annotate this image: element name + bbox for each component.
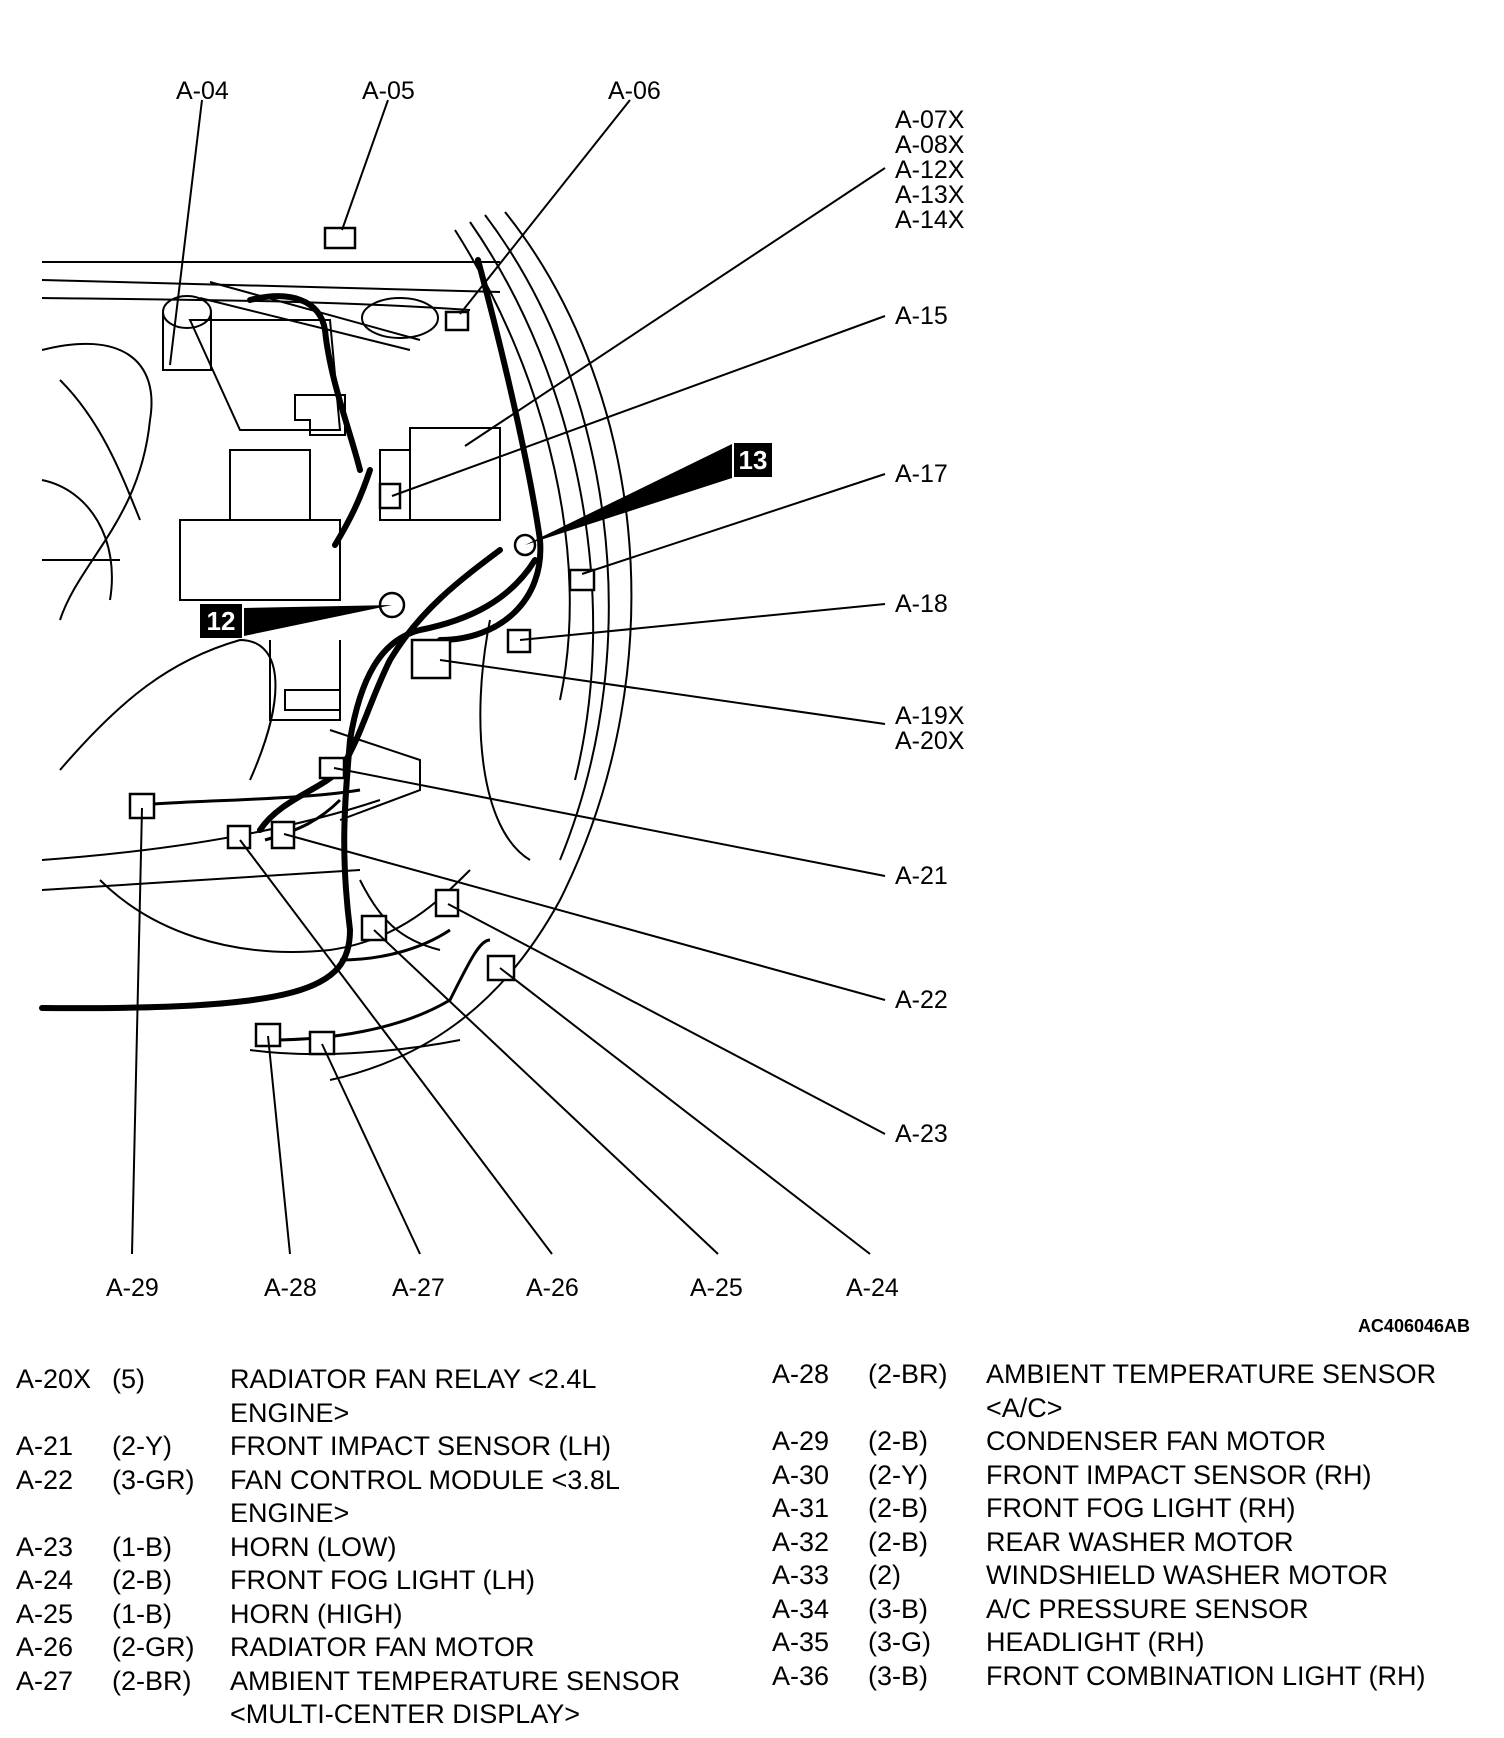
legend-desc: AMBIENT TEMPERATURE SENSOR <MULTI-CENTER DISPLAY>: [230, 1665, 681, 1729]
legend-id: A-26: [16, 1632, 74, 1662]
legend-row: [772, 1459, 1472, 1493]
label-a22: A-22: [895, 986, 948, 1014]
legend-id: A-30: [772, 1459, 830, 1490]
legend-desc: FRONT COMBINATION LIGHT (RH): [986, 1660, 1426, 1691]
legend-desc: RADIATOR FAN MOTOR: [230, 1632, 535, 1662]
legend-desc: HORN (LOW): [230, 1531, 397, 1562]
callout-12: [200, 604, 392, 638]
legend-desc: REAR WASHER MOTOR: [986, 1526, 1294, 1557]
connector-a23: [436, 890, 458, 916]
legend-desc: AMBIENT TEMPERATURE SENSOR <A/C>: [986, 1359, 1437, 1423]
legend-left: [16, 1363, 716, 1732]
label-a04: A-04: [176, 77, 229, 105]
legend-desc: FRONT IMPACT SENSOR (LH): [230, 1431, 612, 1461]
legend-row: [772, 1626, 1472, 1660]
legend-row: [772, 1358, 1472, 1425]
legend-desc: HEADLIGHT (RH): [986, 1627, 1205, 1657]
figure-id: AC406046AB: [1357, 1316, 1470, 1336]
connector-a27: [310, 1032, 334, 1054]
legend-id: A-32: [772, 1526, 830, 1557]
legend-row: [16, 1464, 716, 1531]
legend-id: A-27: [16, 1665, 74, 1696]
label-a26: A-26: [526, 1274, 579, 1302]
connector-a15: [380, 484, 400, 508]
legend-row: [16, 1363, 716, 1430]
legend-desc: CONDENSER FAN MOTOR: [986, 1426, 1327, 1456]
connector-a21: [320, 758, 344, 778]
legend-code: (2): [868, 1560, 901, 1590]
legend-desc: FRONT FOG LIGHT (RH): [986, 1493, 1296, 1523]
connector-a27-26: [228, 826, 250, 848]
legend-row: [16, 1531, 716, 1565]
legend-id: A-29: [772, 1426, 830, 1456]
callout-13: [525, 443, 772, 545]
legend-row: [16, 1564, 716, 1598]
label-a06: A-06: [608, 77, 661, 105]
connector-a26: [362, 916, 386, 940]
connector-a19x: [412, 640, 450, 678]
legend-code: (3-B): [868, 1660, 928, 1691]
legend-code: (3-G): [868, 1627, 931, 1657]
legend-right: [772, 1358, 1472, 1693]
legend-row: [16, 1665, 716, 1732]
badge-13: 13: [738, 445, 768, 475]
legend-id: A-24: [16, 1565, 74, 1595]
legend-code: (2-BR): [112, 1665, 192, 1696]
legend-desc: HORN (HIGH): [230, 1598, 403, 1629]
legend-id: A-20X: [16, 1364, 92, 1394]
legend-code: (3-B): [868, 1593, 928, 1624]
legend-desc: FRONT IMPACT SENSOR (RH): [986, 1459, 1372, 1490]
label-a25: A-25: [690, 1274, 743, 1302]
legend-id: A-25: [16, 1598, 74, 1629]
legend-desc: WINDSHIELD WASHER MOTOR: [986, 1560, 1389, 1590]
legend-code: (2-Y): [868, 1459, 928, 1490]
legend-row: [772, 1526, 1472, 1560]
label-a21: A-21: [895, 862, 948, 890]
connector-a18: [508, 630, 530, 652]
legend-code: (2-B): [868, 1526, 928, 1557]
label-a20x: A-20X: [895, 727, 965, 755]
legend-id: A-22: [16, 1464, 74, 1495]
legend-id: A-36: [772, 1660, 830, 1691]
legend-id: A-23: [16, 1531, 74, 1562]
label-a23: A-23: [895, 1120, 948, 1148]
legend-code: (2-B): [112, 1565, 172, 1595]
label-a13x: A-13X: [895, 181, 965, 209]
label-a27: A-27: [392, 1274, 445, 1302]
label-a15: A-15: [895, 302, 948, 330]
legend-row: [16, 1598, 716, 1632]
legend-code: (3-GR): [112, 1464, 195, 1495]
label-a17: A-17: [895, 460, 948, 488]
label-a14x: A-14X: [895, 206, 965, 234]
legend-row: [16, 1631, 716, 1665]
legend-row: [16, 1430, 716, 1464]
label-a28: A-28: [264, 1274, 317, 1302]
legend-row: [772, 1492, 1472, 1526]
legend-code: (2-B): [868, 1426, 928, 1456]
label-a12x: A-12X: [895, 156, 965, 184]
legend-code: (2-BR): [868, 1359, 948, 1389]
legend-row: [772, 1593, 1472, 1627]
legend-desc: FRONT FOG LIGHT (LH): [230, 1565, 536, 1595]
legend-id: A-34: [772, 1593, 830, 1624]
label-a24: A-24: [846, 1274, 899, 1302]
legend-id: A-35: [772, 1627, 830, 1657]
badge-12: 12: [206, 606, 236, 636]
legend-id: A-28: [772, 1359, 830, 1389]
legend-code: (2-Y): [112, 1431, 172, 1461]
legend-code: (2-B): [868, 1493, 928, 1523]
label-a29: A-29: [106, 1274, 159, 1302]
connector-a05: [325, 228, 355, 248]
label-a19x: A-19X: [895, 702, 965, 730]
legend-id: A-21: [16, 1431, 74, 1461]
legend-row: [772, 1660, 1472, 1694]
legend-code: (1-B): [112, 1531, 172, 1562]
legend-code: (2-GR): [112, 1632, 195, 1662]
legend-desc: RADIATOR FAN RELAY <2.4L ENGINE>: [230, 1364, 597, 1428]
connector-a06: [446, 312, 468, 330]
legend-row: [772, 1425, 1472, 1459]
legend-code: (1-B): [112, 1598, 172, 1629]
legend-id: A-33: [772, 1560, 830, 1590]
label-a07x: A-07X: [895, 106, 965, 134]
legend-desc: A/C PRESSURE SENSOR: [986, 1593, 1309, 1624]
legend-row: [772, 1559, 1472, 1593]
legend-code: (5): [112, 1364, 145, 1394]
legend-id: A-31: [772, 1493, 830, 1523]
label-a05: A-05: [362, 77, 415, 105]
label-a08x: A-08X: [895, 131, 965, 159]
legend-desc: FAN CONTROL MODULE <3.8L ENGINE>: [230, 1464, 620, 1528]
label-a18: A-18: [895, 590, 948, 618]
